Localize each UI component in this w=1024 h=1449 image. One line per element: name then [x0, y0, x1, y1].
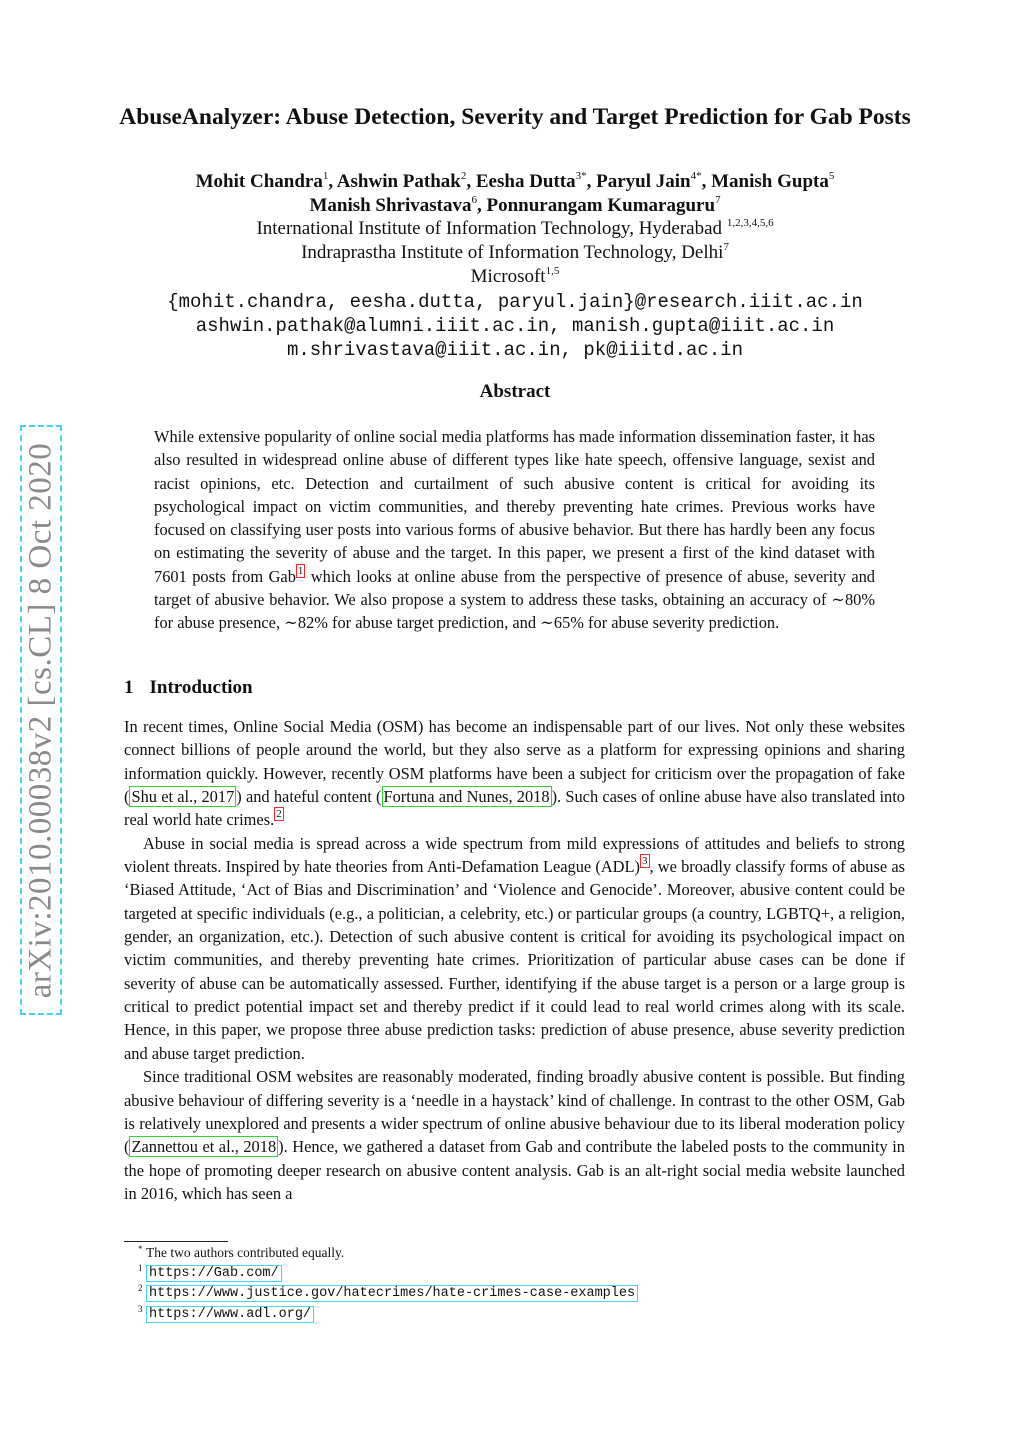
email-line: {mohit.chandra, eesha.dutta, paryul.jain}@research.iiit.ac.in	[167, 291, 863, 313]
footnote-link[interactable]: 2	[276, 808, 282, 821]
author: Ponnurangam Kumaraguru	[486, 195, 716, 216]
footnote: 2 https://www.justice.gov/hatecrimes/hate-crimes-case-examples	[146, 1283, 638, 1304]
citation-link[interactable]: Zannettou et al., 2018	[131, 1137, 277, 1157]
abstract-heading: Abstract	[479, 381, 551, 402]
section-heading	[124, 677, 253, 699]
footnote: 3 https://www.adl.org/	[146, 1304, 638, 1325]
footnotes	[138, 1244, 638, 1324]
citation-link[interactable]: Fortuna and Nunes, 2018	[383, 787, 550, 807]
footnote: 1 https://Gab.com/	[146, 1263, 638, 1284]
author-list: Mohit Chandra$^1$, Ashwin Pathak$^2$, Eesha Dutta$^{3*}$, Paryul Jain$^{4*}$, Manish Gupta$^5$ Manish Shrivastava$^6$, Ponnurangam Kumaraguru$^7$	[195, 170, 835, 216]
footnote-link[interactable]: 3	[642, 855, 648, 868]
author: Manish Gupta	[711, 171, 829, 192]
arxiv-identifier: arXiv:2010.00038v2 [cs.CL] 8 Oct 2020	[22, 442, 59, 998]
footnote-url-link[interactable]: https://www.justice.gov/hatecrimes/hate-crimes-case-examples	[146, 1285, 638, 1302]
author: Ashwin Pathak	[336, 171, 461, 192]
author-emails	[110, 290, 920, 362]
affiliation: Indraprastha Institute of Information Technology, Delhi$^7$	[301, 241, 729, 263]
introduction-body	[124, 715, 905, 1205]
author: Mohit Chandra	[195, 171, 323, 192]
paper-title: AbuseAnalyzer: Abuse Detection, Severity and Target Prediction for Gab Posts	[119, 104, 911, 130]
footnote-link[interactable]: 1	[297, 564, 304, 577]
paragraph: In recent times, Online Social Media (OSM) has become an indispensable part of our lives. Not only these websites connect billions of people around the world, but they also serve as a platform for expressing opinions and sharing information quickly. However, recently OSM platforms have been a subject for criticism over the propagation of fake ( Shu et al., 2017 ) and hateful content ( Fortuna and Nunes, 2018 ). Such cases of online abuse have also translated into real world hate crimes. $^2$	[124, 717, 905, 830]
abstract-text: While extensive popularity of online social media platforms has made information dissemination faster, it has also resulted in widespread online abuse of different types like hate speech, offensive language, sexist and racist opinions, etc. Detection and curtailment of such abusive content is critical for avoiding its psychological impact on victim communities, and thereby preventing hate crimes. Previous works have focused on classifying user posts into various forms of abusive behavior. But there has hardly been any focus on estimating the severity of abuse and the target. In this paper, we present a first of the kind dataset with 7601 posts from Gab $^1$ which looks at online abuse from the perspective of presence of abuse, severity and target of abusive behavior. We also propose a system to address these tasks, obtaining an accuracy of ∼80% for abuse presence, ∼82% for abuse target prediction, and ∼65% for abuse severity prediction.	[154, 427, 875, 633]
email-line: m.shrivastava@iiit.ac.in, pk@iiitd.ac.in	[286, 339, 744, 361]
footnote: * The two authors contributed equally.	[138, 1244, 345, 1260]
email-line: ashwin.pathak@alumni.iiit.ac.in, manish.gupta@iiit.ac.in	[195, 315, 835, 337]
author: Eesha Dutta	[475, 171, 576, 192]
affiliation: Microsoft$^{1,5}$	[470, 265, 560, 287]
affiliations	[110, 217, 920, 289]
paragraph: Abuse in social media is spread across a wide spectrum from mild expressions of attitudes and beliefs to strong violent threats. Inspired by hate theories from Anti-Defamation League (ADL) $^3$ , we broadly classify forms of abuse as ‘Biased Attitude, ‘Act of Bias and Discrimination’ and ‘Violence and Genocide’. Moreover, abusive content could be targeted at specific individuals (e.g., a politician, a celebrity, etc.) or particular groups (a country, LGBTQ+, a religion, gender, an organization, etc.). Detection of such abusive content is critical for avoiding its psychological impact on victim communities, and thereby preventing hate crimes. Prioritization of particular abuse cases can be done if severity of abuse can be automatically assessed. Further, identifying if the abuse target is a person or a large group is critical to predict potential impact set and thereby predict if it could lead to real world crimes along with its scale. Hence, in this paper, we propose three abuse prediction tasks: prediction of abuse presence, abuse severity prediction and abuse target prediction.	[124, 833, 905, 1063]
author: Paryul Jain	[596, 171, 691, 192]
affiliation: International Institute of Information Technology, Hyderabad $^{1,2,3,4,5,6}$	[256, 217, 774, 239]
paragraph: Since traditional OSM websites are reasonably moderated, finding broadly abusive content is possible. But finding abusive behaviour of differing severity is a ‘needle in a haystack’ kind of challenge. In contrast to the other OSM, Gab is relatively unexplored and presents a wider spectrum of online abusive behaviour due to its liberal moderation policy ( Zannettou et al., 2018 ). Hence, we gathered a dataset from Gab and contribute the labeled posts to the community in the hope of promoting deeper research on abusive content analysis. Gab is an alt-right social media website launched in 2016, which has seen a	[124, 1067, 905, 1203]
section-number: 1	[124, 677, 134, 698]
footnote-url-link[interactable]: https://Gab.com/	[146, 1265, 282, 1282]
arxiv-identifier-box[interactable]	[20, 425, 62, 1015]
author: Manish Shrivastava	[309, 195, 472, 216]
footnote-url-link[interactable]: https://www.adl.org/	[146, 1306, 314, 1323]
section-title: Introduction	[149, 677, 253, 698]
citation-link[interactable]: Shu et al., 2017	[131, 787, 235, 807]
